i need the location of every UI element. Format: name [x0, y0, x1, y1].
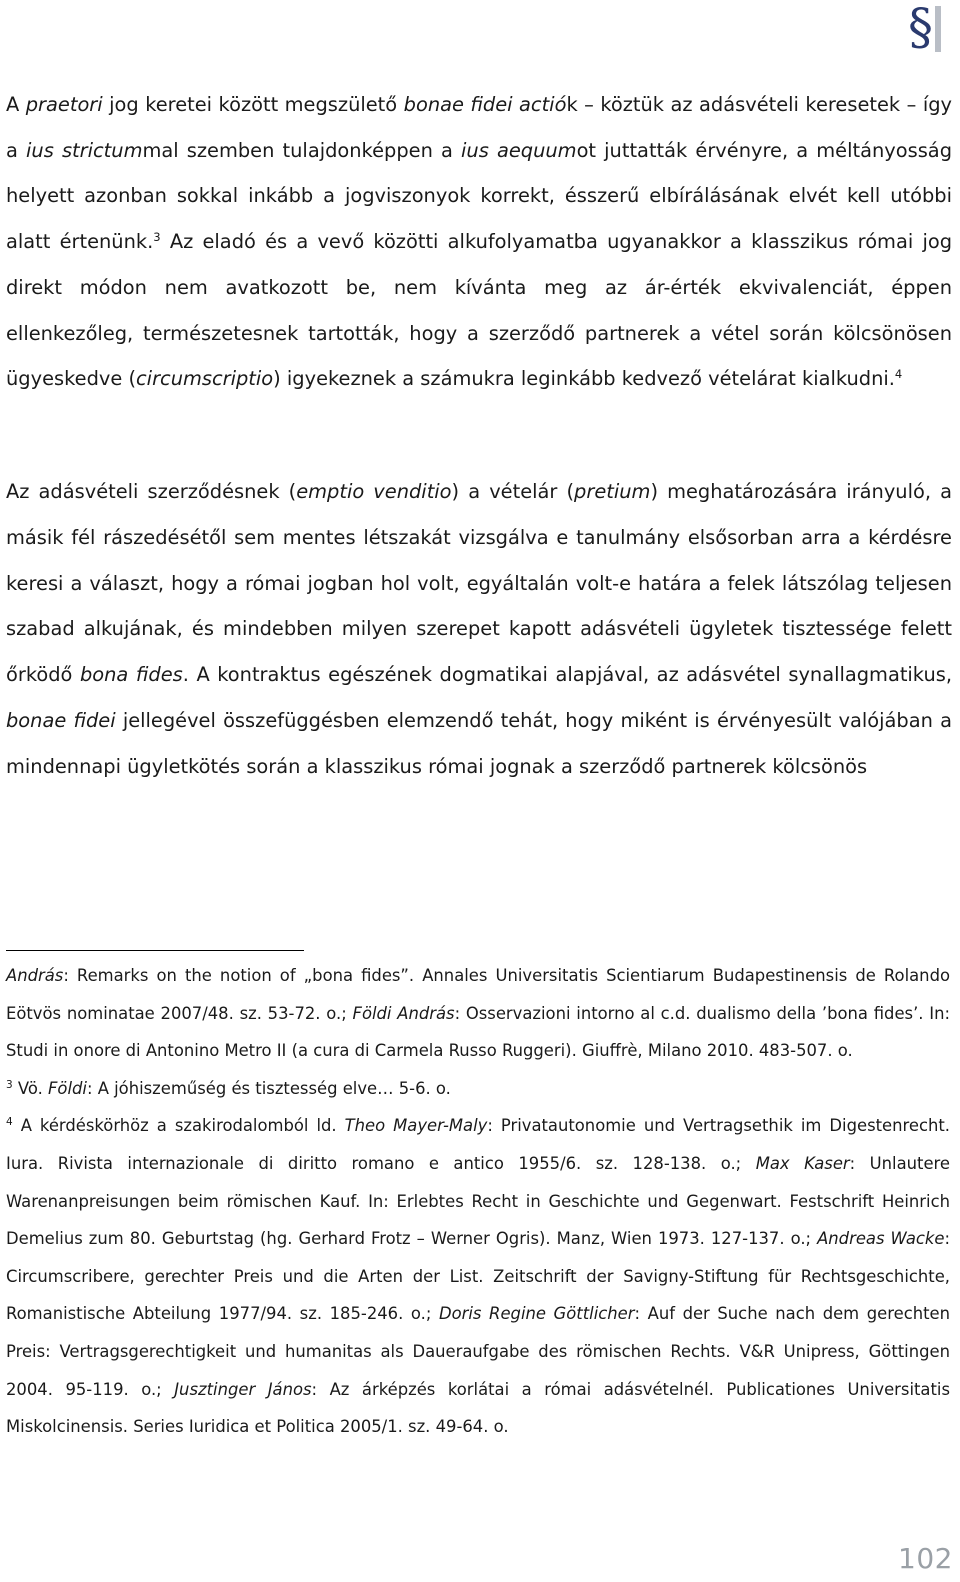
text-span: mal szemben tulajdonképpen a — [142, 138, 462, 162]
text-span: jellegével összefüggésben elemzendő tehát, hogy miként is érvényesült valójában a mindennapi ügyletkötés során a klasszikus római jognak a szerződő partnerek kölcsönös — [6, 708, 952, 778]
footnote-ref-3[interactable]: 3 — [153, 230, 161, 245]
footnote-continuation — [6, 957, 950, 1070]
footnote-3 — [6, 1070, 950, 1108]
text-span: : Unlautere Warenanpreisungen beim römischen Kauf. In: Erlebtes Recht in Geschichte und Gegenwart. Festschrift Heinrich Demelius zum 80. Geburtstag (hg. Gerhard Frotz – Werner Ogris). Manz, Wien 1973. 127-137. o.; — [6, 1153, 951, 1249]
text-span: Az eladó és a vevő közötti alkufolyamatba ugyanakkor a klasszikus római jog direkt módon nem avatkozott be, nem kívánta meg az ár-érték ekvivalenciát, éppen ellenkezőleg, természetesnek tartották, hogy a szerződő partnerek a vétel során kölcsönösen ügyeskedve ( — [6, 230, 953, 391]
text-span: ) meghatározására irányuló, a másik fél rászedésétől sem mentes létszakát vizsgálva e tanulmány elsősorban arra a kérdésre keresi a választ, hogy a római jogban hol volt, egyáltalán volt-e határa a felek látszólag teljesen szabad alkujának, és mindebben milyen szerepet kapott adásvételi ügyletek tisztessége felett őrködő — [6, 480, 952, 687]
italic-term: ius aequum — [461, 138, 577, 162]
text-span: : Circumscribere, gerechter Preis und die Arten der List. Zeitschrift der Savigny-Stiftung für Rechtsgeschichte, Romanistische Abteilung 1977/94. sz. 185-246. o.; — [6, 1229, 950, 1324]
text-span: : Osservazioni intorno al c.d. dualismo della ’bona fides’. In: Studi in onore di Antonino Metro II (a cura di Carmela Russo Ruggeri). Giuffrè, Milano 2010. 483-507. o. — [6, 1003, 950, 1061]
italic-term: praetori — [25, 93, 103, 116]
body-paragraph-1 — [6, 82, 952, 402]
italic-term: bonae fidei actió — [403, 93, 567, 116]
italic-term: pretium — [574, 480, 651, 503]
author-name: Jusztinger János — [174, 1379, 312, 1399]
text-span: : Az árképzés korlátai a római adásvételnél. Publicationes Universitatis Miskolcinensis. Series Iuridica et Politica 2005/1. sz. 49-64. o. — [6, 1379, 950, 1437]
section-bar-decoration — [935, 6, 941, 52]
text-span: Az adásvételi szerződésnek ( — [6, 480, 297, 503]
italic-term: emptio venditio — [296, 480, 452, 503]
text-span: : Privatautonomie und Vertragsethik im Digestenrecht. Iura. Rivista internazionale di diritto romano e antico 1955/6. sz. 128-138. o.; — [6, 1116, 950, 1173]
section-symbol-logo — [908, 0, 941, 56]
footnote-ref-4[interactable]: 4 — [894, 367, 903, 382]
text-span: ot juttatták érvényre, a méltányosság helyett azonban sokkal inkább a jogviszonyok korrekt, ésszerű elbírálásának elvét kell utóbbi alatt értenünk. — [6, 138, 953, 254]
author-name: Földi — [48, 1078, 87, 1098]
text-span: : A jóhiszeműség és tisztesség elve… 5-6. o. — [86, 1078, 451, 1098]
footnote-4 — [6, 1107, 950, 1445]
text-span: . A kontraktus egészének dogmatikai alapjával, az adásvétel synallagmatikus, — [182, 663, 953, 687]
text-span: : Remarks on the notion of „bona fides”. Annales Universitatis Scientiarum Budapestinensis de Rolando Eötvös nominatae 2007/48. sz. 53-72. o.; — [6, 966, 950, 1023]
author-name: Andreas Wacke — [817, 1229, 945, 1249]
section-symbol: § — [908, 0, 933, 56]
author-name: Földi András — [352, 1003, 455, 1023]
text-span: jog keretei között megszülető — [102, 93, 404, 116]
italic-term: bonae fidei — [6, 708, 116, 732]
text-span: Vö. — [12, 1078, 48, 1098]
italic-term: circumscriptio — [136, 367, 274, 391]
text-span: A — [6, 93, 26, 116]
author-name: András — [6, 966, 64, 985]
page-number: 102 — [898, 1542, 953, 1575]
text-span: A kérdéskörhöz a szakirodalomból ld. — [12, 1116, 345, 1136]
text-span: ) a vételár ( — [451, 480, 575, 503]
footnote-number: 4 — [6, 1116, 13, 1129]
text-span: k – köztük az adásvételi keresetek – így a — [6, 93, 952, 162]
footnote-number: 3 — [6, 1078, 13, 1091]
italic-term: ius strictum — [26, 138, 143, 162]
footnote-separator — [6, 950, 304, 951]
author-name: Max Kaser — [755, 1153, 850, 1173]
footnotes-section — [6, 957, 950, 1446]
text-span: : Auf der Suche nach dem gerechten Preis: Vertragsgerechtigkeit und humanitas als Daueraufgabe des römischen Rechts. V&R Unipress, Göttingen 2004. 95-119. o.; — [6, 1304, 950, 1399]
author-name: Doris Regine Göttlicher — [438, 1304, 635, 1324]
italic-term: bona fides — [79, 663, 183, 687]
body-paragraph-2 — [6, 469, 952, 790]
author-name: Theo Mayer-Maly — [344, 1116, 488, 1136]
text-span: ) igyekeznek a számukra leginkább kedvező vételárat kialkudni. — [273, 367, 895, 391]
